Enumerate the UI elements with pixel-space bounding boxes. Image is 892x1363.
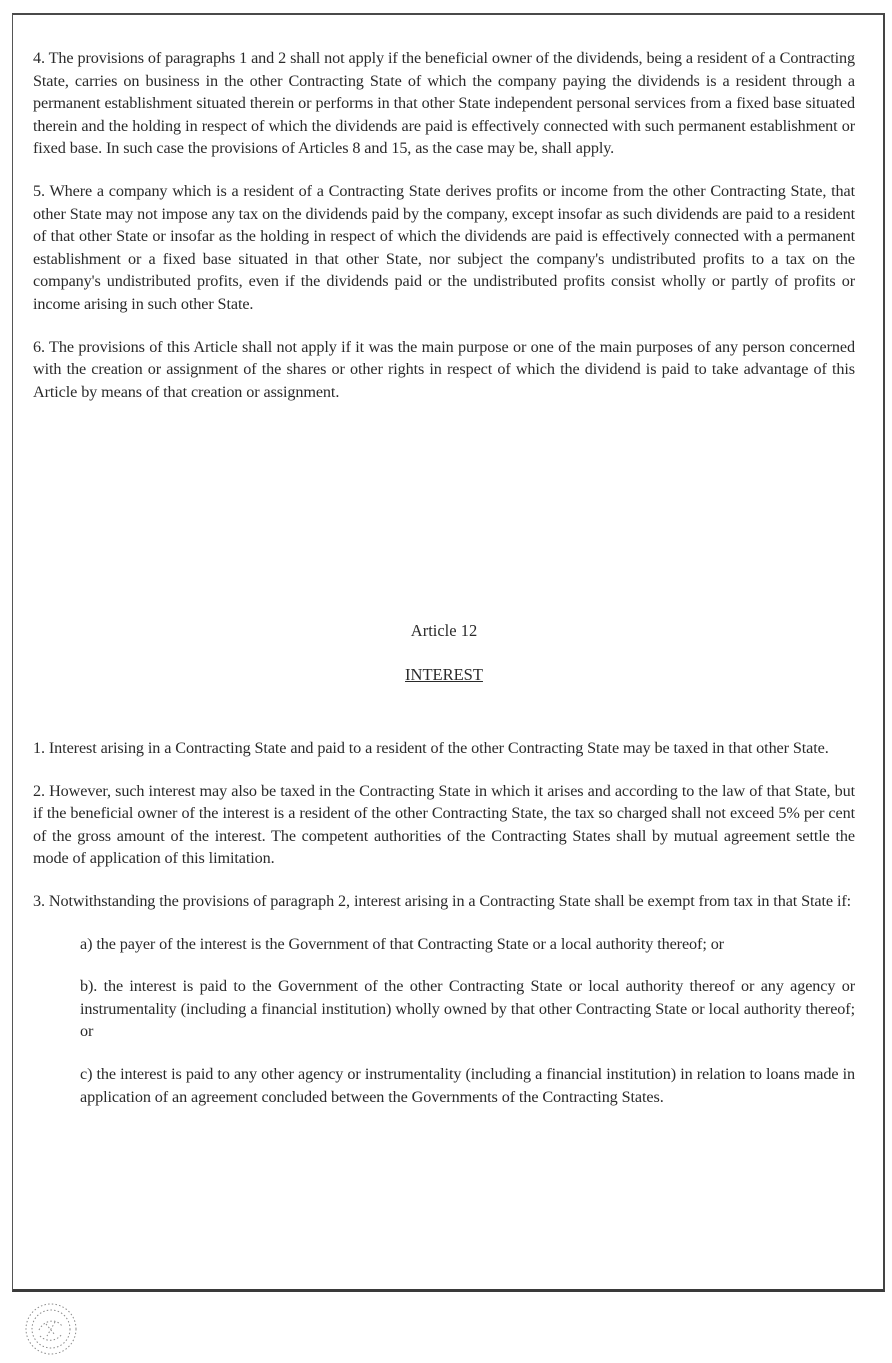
- interest-article-body: [33, 737, 855, 1128]
- interest-paragraph-2: 2. However, such interest may also be taxed in the Contracting State in which it arises and according to the law of that State, but if the beneficial owner of the interest is a resident of the other Contracting State, the tax so charged shall not exceed 5% per cent of the gross amount of the interest. The competent authorities of the Contracting States shall by mutual agreement settle the mode of application of this limitation.: [33, 781, 855, 868]
- document-body: [33, 47, 855, 1106]
- paragraph-5: 5. Where a company which is a resident of a Contracting State derives profits or income from the other Contracting State, that other State may not impose any tax on the dividends paid by the company, except insofar as such dividends are paid to a resident of that other State or insofar as the holding in respect of which the dividends are paid is effectively connected with a permanent establishment or a fixed base situated in that other State, nor subject the company's undistributed profits to a tax on the company's undistributed profits, even if the dividends paid or the undistributed profits consist wholly or partly of profits or income arising in such other State.: [33, 181, 855, 313]
- sub-item-c: c) the interest is paid to any other agency or instrumentality (including a financial institution) in relation to loans made in application of an agreement concluded between the Governments of the Contracting States.: [80, 1064, 855, 1106]
- interest-paragraph-1: 1. Interest arising in a Contracting State and paid to a resident of the other Contracting State may be taxed in that other State.: [33, 739, 829, 757]
- article-title-heading: [33, 665, 855, 685]
- official-seal-icon: [22, 1300, 80, 1358]
- sub-item-b: b). the interest is paid to the Government of the other Contracting State or local authority thereof or any agency or instrumentality (including a financial institution) wholly owned by that other Contracting State or local authority thereof; or: [80, 977, 855, 1041]
- sub-item-a: a) the payer of the interest is the Government of that Contracting State or a local authority thereof; or: [80, 934, 724, 953]
- paragraph-4: 4. The provisions of paragraphs 1 and 2 shall not apply if the beneficial owner of the dividends, being a resident of a Contracting State, carries on business in the other Contracting State of which the company paying the dividends is a resident through a permanent establishment situated therein or performs in that other State independent personal services from a fixed base situated therein and the holding in respect of which the dividends are paid is effectively connected with such permanent establishment or fixed base. In such case the provisions of Articles 8 and 15, as the case may be, shall apply.: [33, 49, 855, 158]
- article-number-heading: Article 12: [410, 621, 478, 640]
- article-title-text: INTEREST: [405, 665, 483, 684]
- interest-paragraph-3: 3. Notwithstanding the provisions of paragraph 2, interest arising in a Contracting State shall be exempt from tax in that State if:: [33, 891, 852, 910]
- paragraph-6: 6. The provisions of this Article shall not apply if it was the main purpose or one of the main purposes of any person concerned with the creation or assignment of the shares or other rights in respect of which the dividend is paid to take advantage of this Article by means of that creation or assignment.: [33, 337, 855, 401]
